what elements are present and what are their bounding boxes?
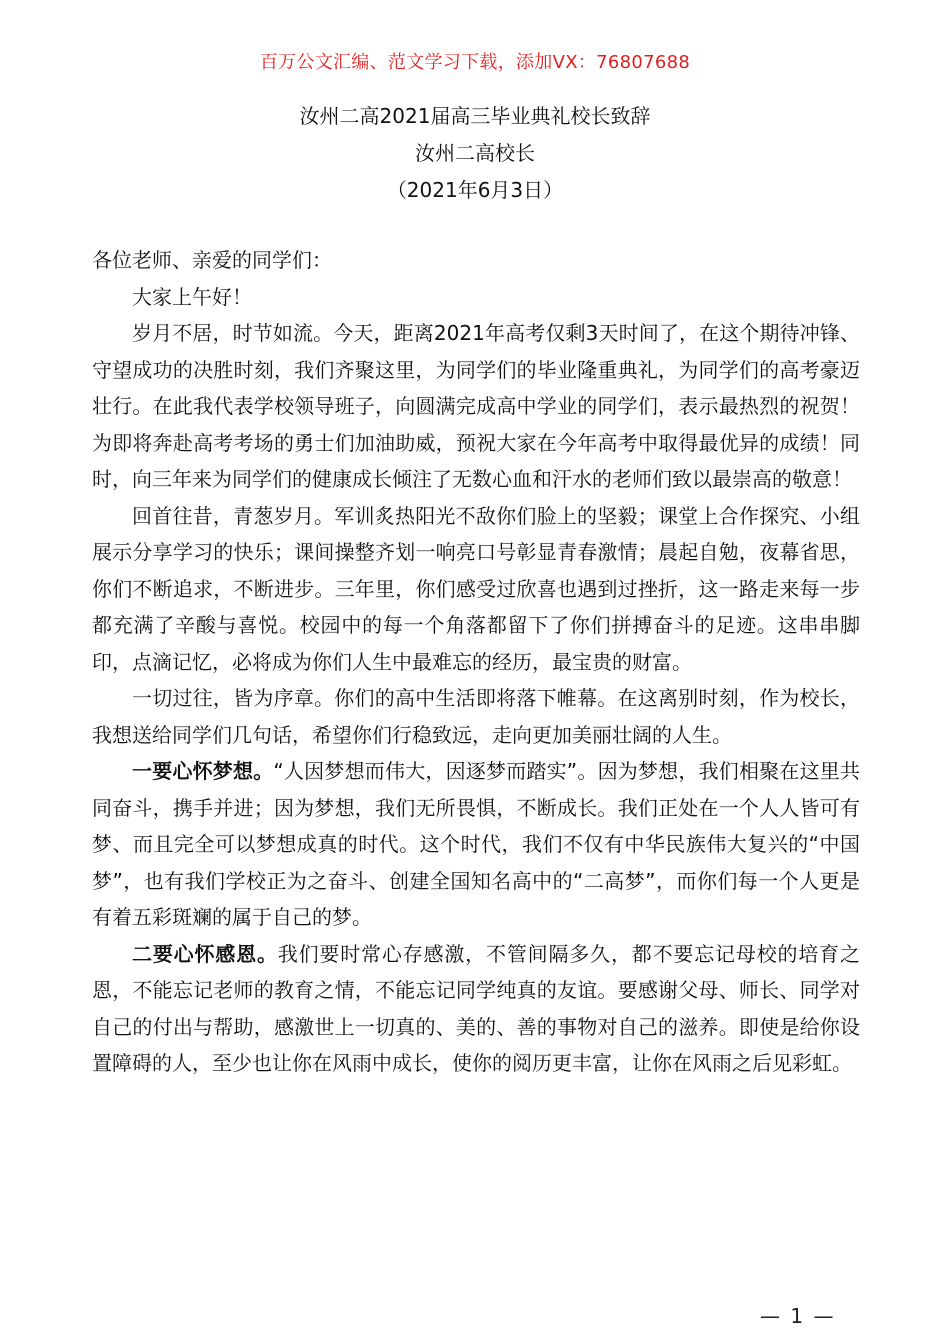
paragraph-5-heading: 二要心怀感恩。: [132, 941, 278, 966]
document-date: （2021年6月3日）: [386, 178, 564, 202]
paragraph-5: [92, 936, 860, 1082]
page-number: — 1 —: [760, 1304, 836, 1328]
greeting: 大家上午好！: [132, 284, 252, 309]
paragraph-2: 回首往昔，青葱岁月。军训炙热阳光不敌你们脸上的坚毅；课堂上合作探究、小组展示分享学习的快乐；课间操整齐划一响亮口号彰显青春激情；晨起自勉，夜幕省思，你们不断追求，不断进步。三年里，你们感受过欣喜也遇到过挫折，这一路走来每一步都充满了辛酸与喜悦。校园中的每一个角落都留下了你们拼搏奋斗的足迹。这串串脚印，点滴记忆，必将成为你们人生中最难忘的经历，最宝贵的财富。: [92, 503, 860, 674]
title-block: [0, 98, 950, 209]
paragraph-4-heading: 一要心怀梦想。: [132, 759, 274, 783]
watermark-banner: 百万公文汇编、范文学习下载，添加VX：76807688: [259, 52, 691, 73]
salutation: 各位老师、亲爱的同学们：: [92, 248, 332, 272]
speech-body: [92, 242, 860, 1082]
document-author: 汝州二高校长: [415, 141, 535, 165]
paragraph-1: 岁月不居，时节如流。今天，距离2021年高考仅剩3天时间了，在这个期待冲锋、守望成功的决胜时刻，我们齐聚这里，为同学们的毕业隆重典礼，为同学们的高考豪迈壮行。在此我代表学校领导班子，向圆满完成高中学业的同学们，表示最热烈的祝贺！为即将奔赴高考考场的勇士们加油助威，预祝大家在今年高考中取得最优异的成绩！同时，向三年来为同学们的健康成长倾注了无数心血和汗水的老师们致以最崇高的敬意！: [92, 321, 860, 491]
paragraph-5-text: 我们要时常心存感激，不管间隔多久，都不要忘记母校的培育之恩，不能忘记老师的教育之情，不能忘记同学纯真的友谊。要感谢父母、师长、同学对自己的付出与帮助，感激世上一切真的、美的、善的事物对自己的滋养。即使是给你设置障碍的人，至少也让你在风雨中成长，使你的阅历更丰富，让你在风雨之后见彩虹。: [92, 941, 861, 1075]
document-title: 汝州二高2021届高三毕业典礼校长致辞: [299, 104, 651, 128]
paragraph-4-text: “人因梦想而伟大，因逐梦而踏实”。因为梦想，我们相聚在这里共同奋斗，携手并进；因为梦想，我们无所畏惧，不断成长。我们正处在一个人人皆可有梦、而且完全可以梦想成真的时代。这个时代，我们不仅有中华民族伟大复兴的“中国梦”，也有我们学校正为之奋斗、创建全国知名高中的“二高梦”，而你们每一个人更是有着五彩斑斓的属于自己的梦。: [92, 759, 860, 929]
paragraph-3: 一切过往，皆为序章。你们的高中生活即将落下帷幕。在这离别时刻，作为校长，我想送给同学们几句话，希望你们行稳致远，走向更加美丽壮阔的人生。: [92, 686, 860, 747]
paragraph-4: [92, 753, 860, 936]
